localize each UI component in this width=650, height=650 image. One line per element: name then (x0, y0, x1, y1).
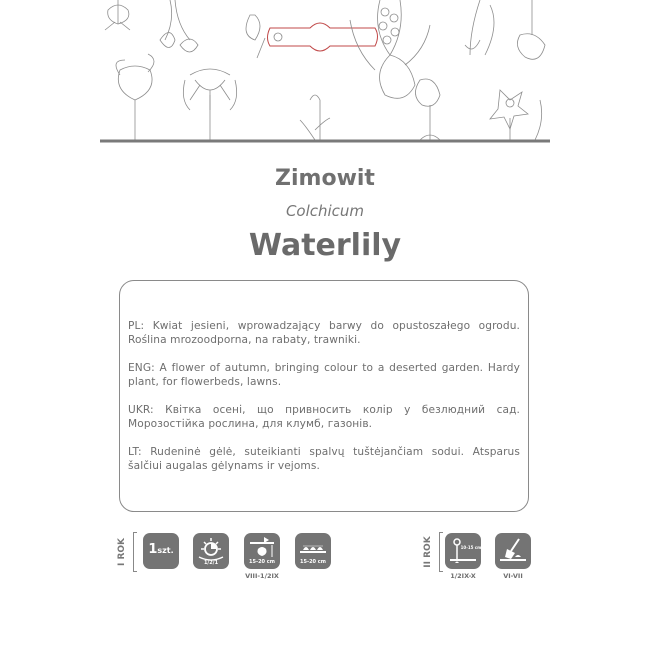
flower-height-icon (445, 533, 481, 569)
sun-tile (193, 533, 229, 569)
shovel-icon (495, 533, 531, 569)
description-eng: ENG: A flower of autumn, bringing colour to a deserted garden. Hardy plant, for flowerbeds, lawns. (128, 362, 520, 388)
botanical-illustration (100, 0, 550, 145)
year2-label: II ROK (423, 536, 433, 568)
year1-label: I ROK (117, 537, 127, 567)
lifting-period-label: VI-VII (503, 572, 523, 580)
planting-period-label: VIII-1/2IX (245, 572, 279, 580)
sun-label: 1/2/1 (203, 560, 219, 566)
lifting-tile (495, 533, 531, 569)
year2-bracket (439, 532, 443, 572)
quantity-value: 1 (148, 542, 158, 557)
description-pl: PL: Kwiat jesieni, wprowadzający barwy do opustoszałego ogrodu. Roślina mrozoodporna, na rabaty, trawniki. (128, 320, 520, 346)
description-lt: LT: Rudeninė gėlė, suteikianti spalvų tuštėjančiam sodui. Atsparus šalčiui augalas gėlynams ir vejoms. (128, 446, 520, 472)
flower-height-label: 10-15 cm (460, 545, 482, 550)
description-box (119, 280, 529, 512)
variety-name: Waterlily (248, 228, 402, 263)
year1-bracket (133, 532, 137, 572)
spacing-label: 15-20 cm (300, 559, 326, 565)
description-ukr: UKR: Квітка осені, що привносить колір у безлюдний сад. Морозостійка рослина, для клумб, газонів. (128, 404, 520, 430)
quantity-unit: szt. (157, 546, 174, 555)
planting-depth-tile (244, 533, 280, 569)
quantity-tile (143, 533, 179, 569)
planting-depth-label: 15-20 cm (249, 559, 275, 565)
common-name: Zimowit (275, 166, 375, 191)
latin-name: Colchicum (285, 202, 365, 220)
spacing-tile (295, 533, 331, 569)
flowering-period-label: 1/2IX-X (450, 572, 476, 580)
flower-height-tile (445, 533, 481, 569)
